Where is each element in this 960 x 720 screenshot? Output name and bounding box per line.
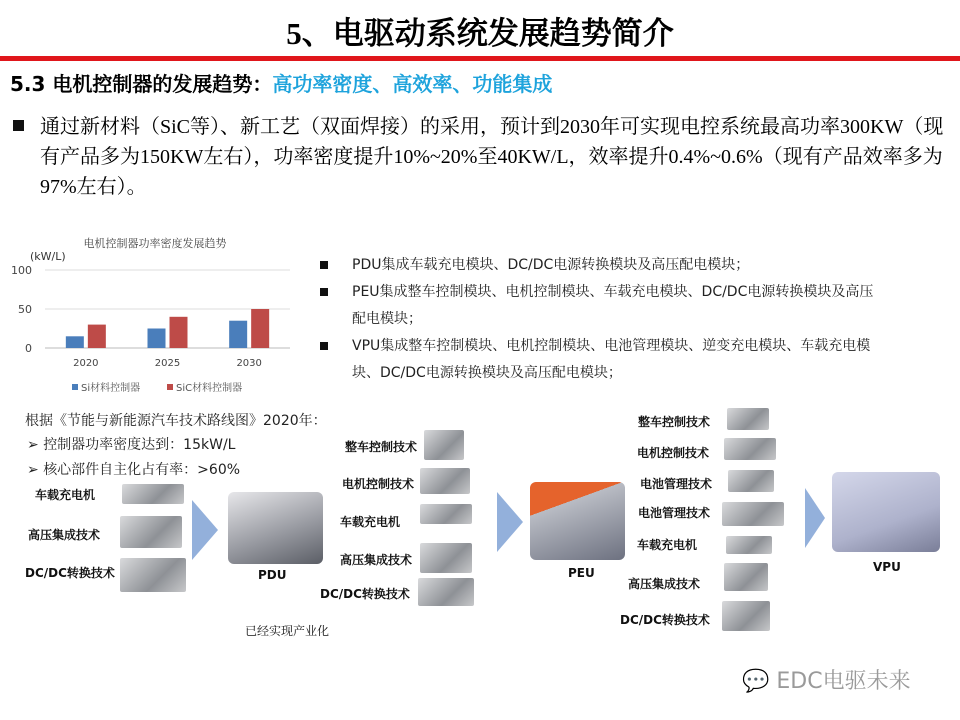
roadmap-intro: 根据《节能与新能源汽车技术路线图》2020年：	[25, 413, 327, 429]
integration-bullet-text: 配电模块；	[352, 311, 422, 327]
component-image	[120, 516, 182, 548]
component-image	[728, 470, 774, 492]
arrow-right-icon	[497, 492, 523, 552]
peu-label: PEU	[568, 566, 595, 580]
bar-si-2025	[148, 329, 166, 349]
bullet-square-icon	[320, 342, 328, 350]
y-tick-label: 0	[25, 342, 32, 355]
legend-label: SiC材料控制器	[176, 383, 243, 394]
component-label: 高压集成技术	[628, 577, 701, 591]
component-image	[120, 558, 186, 592]
legend-swatch	[167, 384, 173, 390]
component-label: 整车控制技术	[638, 415, 711, 429]
y-tick-label: 100	[11, 264, 32, 277]
chart-ylabel: (kW/L)	[30, 250, 66, 263]
component-label: DC/DC转换技术	[320, 587, 410, 601]
component-image	[420, 504, 472, 524]
arrow-bullet-icon: ➢	[27, 437, 44, 453]
component-image	[722, 601, 770, 631]
component-label: 电池管理技术	[640, 477, 713, 491]
x-tick-label: 2020	[73, 358, 99, 369]
bar-sic-2030	[251, 309, 269, 348]
vpu-image	[832, 472, 940, 552]
x-tick-label: 2025	[154, 358, 181, 369]
slide-title: 5、电驱动系统发展趋势简介	[286, 16, 674, 51]
component-image	[724, 563, 768, 591]
section-heading-prefix: 5.3 电机控制器的发展趋势：	[10, 72, 273, 96]
bullet-square-icon	[13, 120, 24, 131]
vpu-label: VPU	[873, 560, 901, 574]
component-label: DC/DC转换技术	[25, 566, 115, 580]
pdu-note: 已经实现产业化	[245, 624, 330, 638]
component-label: 电机控制技术	[342, 477, 415, 491]
integration-bullet-text: VPU集成整车控制模块、电机控制模块、电池管理模块、逆变充电模块、车载充电模	[352, 338, 871, 354]
power-density-chart	[0, 230, 300, 400]
component-image	[722, 502, 784, 526]
component-label: 车载充电机	[340, 515, 401, 529]
integration-bullet-line	[318, 279, 873, 306]
component-label: 车载充电机	[637, 538, 698, 552]
integration-bullet-text: 块、DC/DC电源转换模块及高压配电模块；	[352, 365, 622, 381]
arrow-bullet-icon: ➢	[27, 462, 44, 478]
integration-bullet-line	[318, 252, 873, 279]
component-image	[420, 543, 472, 573]
roadmap-item-text: 核心部件自主化占有率：>60%	[43, 462, 241, 478]
pdu-image	[228, 492, 323, 564]
component-label: DC/DC转换技术	[620, 613, 710, 627]
watermark	[742, 664, 911, 695]
component-label: 电池管理技术	[638, 506, 711, 520]
bullet-square-icon	[320, 288, 328, 296]
integration-bullet-text: PDU集成车载充电模块、DC/DC电源转换模块及高压配电模块；	[352, 257, 750, 273]
title-divider	[0, 56, 960, 61]
x-tick-label: 2030	[236, 358, 262, 369]
summary-paragraph: 通过新材料（SiC等）、新工艺（双面焊接）的采用，预计到2030年可实现电控系统最高功率300KW（现有产品多为150KW左右），功率密度提升10%~20%至40KW/L，效率提升0.4%~0.6%（现有产品效率多为97%左右）。	[40, 116, 944, 198]
legend-swatch	[72, 384, 78, 390]
y-tick-label: 50	[18, 303, 32, 316]
component-label: 整车控制技术	[345, 440, 418, 454]
integration-bullet-line	[318, 333, 873, 360]
section-heading-highlight: 高功率密度、高效率、功能集成	[272, 72, 553, 96]
bar-sic-2020	[88, 325, 106, 348]
integration-bullet-line	[318, 360, 873, 387]
component-image	[424, 430, 464, 460]
section-heading	[10, 68, 552, 97]
arrow-right-icon	[805, 488, 825, 548]
component-label: 高压集成技术	[340, 553, 413, 567]
integration-bullet-list	[318, 252, 873, 387]
legend-label: Si材料控制器	[81, 383, 141, 394]
component-image	[418, 578, 474, 606]
integration-bullet-line	[318, 306, 873, 333]
component-label: 电机控制技术	[637, 446, 710, 460]
watermark-text: EDC电驱未来	[776, 669, 911, 694]
integration-bullet-text: PEU集成整车控制模块、电机控制模块、车载充电模块、DC/DC电源转换模块及高压	[352, 284, 874, 300]
bar-si-2020	[66, 336, 84, 348]
component-image	[726, 536, 772, 554]
component-label: 车载充电机	[35, 488, 96, 502]
arrow-right-icon	[192, 500, 218, 560]
roadmap-item	[27, 434, 235, 454]
roadmap-item-text: 控制器功率密度达到：15kW/L	[43, 437, 236, 453]
chart-title: 电机控制器功率密度发展趋势	[83, 237, 227, 250]
component-image	[420, 468, 470, 494]
peu-image	[530, 482, 625, 560]
component-image	[727, 408, 769, 430]
bar-si-2030	[229, 321, 247, 348]
component-label: 高压集成技术	[28, 528, 101, 542]
roadmap-item	[27, 459, 240, 479]
bullet-square-icon	[320, 261, 328, 269]
bar-sic-2025	[170, 317, 188, 348]
component-image	[122, 484, 184, 504]
pdu-label: PDU	[258, 568, 287, 582]
wechat-icon: 💬	[742, 669, 770, 694]
component-image	[724, 438, 776, 460]
